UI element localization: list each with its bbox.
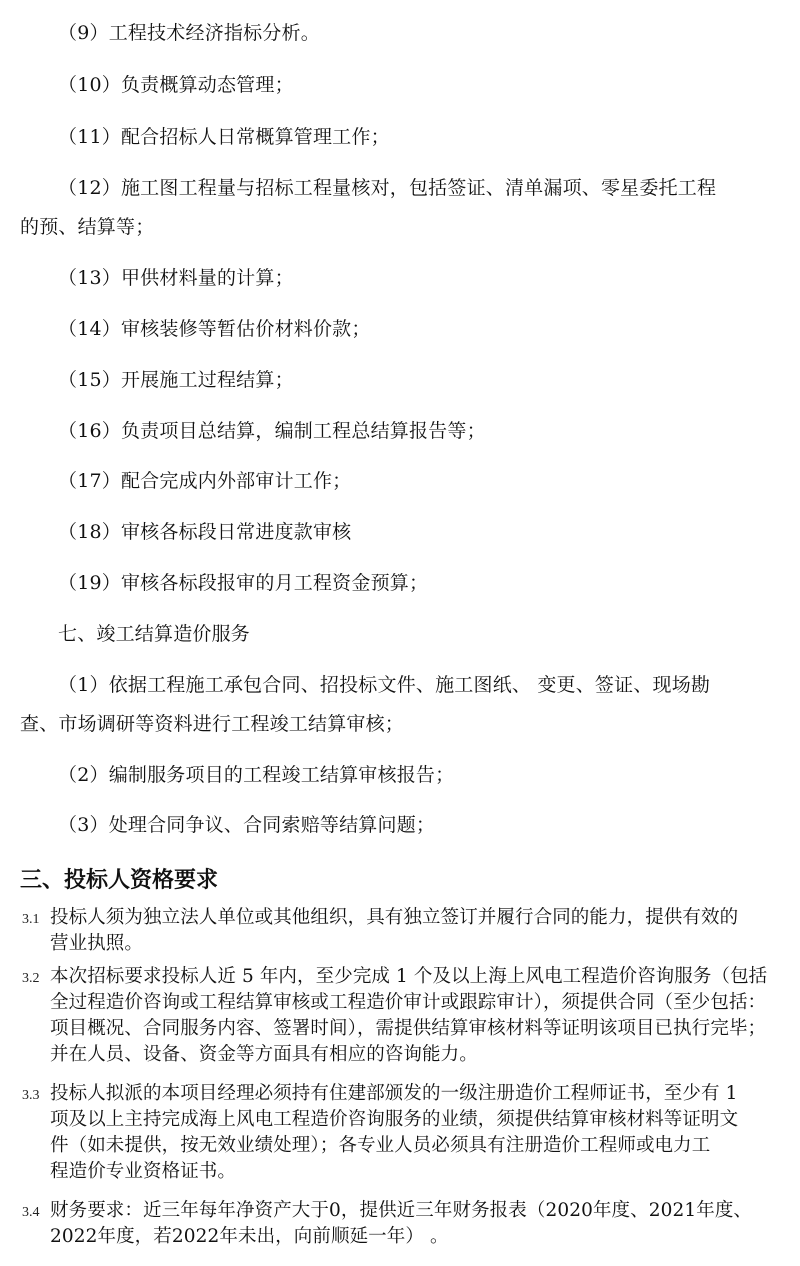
duty-item-10: （10）负责概算动态管理； [58, 74, 294, 96]
requirement-number-3-1: 3.1 [22, 912, 40, 927]
duty-item-16: （16）负责项目总结算，编制工程总结算报告等； [58, 420, 486, 442]
requirement-3-4-line1: 财务要求：近三年每年净资产大于0，提供近三年财务报表（2020年度、2021年度、 [50, 1200, 753, 1221]
requirement-3-2-line3: 项目概况、合同服务内容、签署时间），需提供结算审核材料等证明该项目已执行完毕； [50, 1018, 767, 1039]
requirement-3-3-line2: 项及以上主持完成海上风电工程造价咨询服务的业绩，须提供结算审核材料等证明文 [50, 1109, 739, 1130]
requirement-3-1-line2: 营业执照。 [50, 933, 144, 954]
requirement-3-2-line2: 全过程造价咨询或工程结算审核或工程造价审计或跟踪审计），须提供合同（至少包括： [50, 992, 767, 1013]
section-7-title: 七、竣工结算造价服务 [58, 623, 251, 645]
duty-item-19: （19）审核各标段报审的月工程资金预算； [58, 572, 429, 594]
qualifications-heading: 三、投标人资格要求 [20, 868, 219, 893]
requirement-number-3-4: 3.4 [22, 1205, 40, 1220]
duty-item-12-line2: 的预、结算等； [20, 216, 155, 238]
duty-item-18: （18）审核各标段日常进度款审核 [58, 521, 352, 543]
requirement-3-3-line3: 件（如未提供，按无效业绩处理）；各专业人员必须具有注册造价工程师或电力工 [50, 1135, 711, 1156]
requirement-3-2-line4: 并在人员、设备、资金等方面具有相应的咨询能力。 [50, 1044, 478, 1065]
requirement-3-4-line2: 2022年度，若2022年未出，向前顺延一年） 。 [50, 1226, 449, 1247]
section-7-item-1-line2: 查、市场调研等资料进行工程竣工结算审核； [20, 713, 405, 735]
requirement-number-3-3: 3.3 [22, 1088, 40, 1103]
duty-item-17: （17）配合完成内外部审计工作； [58, 470, 352, 492]
requirement-3-1-line1: 投标人须为独立法人单位或其他组织，具有独立签订并履行合同的能力，提供有效的 [50, 907, 739, 928]
section-7-item-3: （3）处理合同争议、合同索赔等结算问题； [58, 814, 436, 836]
duty-item-9: （9）工程技术经济指标分析。 [58, 22, 320, 44]
duty-item-14: （14）审核装修等暂估价材料价款； [58, 318, 371, 340]
requirement-3-2-line1: 本次招标要求投标人近 5 年内，至少完成 1 个及以上海上风电工程造价咨询服务（包括 [50, 966, 768, 987]
requirement-number-3-2: 3.2 [22, 971, 40, 986]
section-7-item-2: （2）编制服务项目的工程竣工结算审核报告； [58, 764, 455, 786]
duty-item-12-line1: （12）施工图工程量与招标工程量核对，包括签证、清单漏项、零星委托工程 [58, 177, 717, 199]
duty-item-11: （11）配合招标人日常概算管理工作； [58, 126, 390, 148]
section-7-item-1-line1: （1）依据工程施工承包合同、招投标文件、施工图纸、 变更、签证、现场勘 [58, 674, 711, 696]
duty-item-15: （15）开展施工过程结算； [58, 369, 294, 391]
requirement-3-3-line4: 程造价专业资格证书。 [50, 1161, 237, 1182]
requirement-3-3-line1: 投标人拟派的本项目经理必须持有住建部颁发的一级注册造价工程师证书，至少有 1 [50, 1083, 738, 1104]
duty-item-13: （13）甲供材料量的计算； [58, 267, 294, 289]
